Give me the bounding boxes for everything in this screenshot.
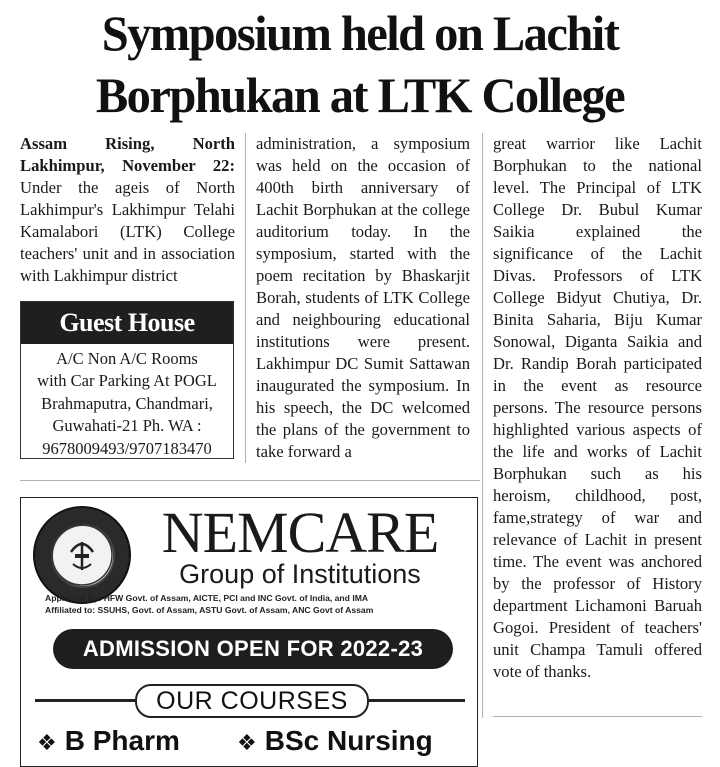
column-divider-1 [245,133,246,463]
guest-house-line: with Car Parking At POGL [37,371,217,391]
article-text-col3: great warrior like Lachit Borphukan to the national level. The Principal of LTK College Dr. Bubul Kumar Saikia explained the significance of the Lachit Divas. Professors of LTK College Bidyut Chutiya, Dr. Binita Saharia, Biju Kumar Sonowal, Diganta Saikia and Dr. Randip Borah participated in the event as resource persons. The resource persons highlighted various aspects of the life and works of Lachit Borphukan such as his heroism, childhood, post, fame,strategy of war and relevance of Lachit in present time. The event was anchored by the professor of History department Lichamoni Baruah Gogoi. President of teachers' unit Champa Tamuli offered vote of thanks. [493,134,702,681]
guest-house-title: Guest House [21,302,233,344]
article-column-1 [20,133,235,287]
headline-line-1: Symposium held on Lachit [101,5,619,61]
article-text-col1: Under the ageis of North Lakhimpur's Lakhimpur Telahi Kamalabori (LTK) College teachers' unit and in association with Lakhimpur district [20,178,235,285]
affiliated-to-line: Affiliated to: SSUHS, Govt. of Assam, ASTU Govt. of Assam, ANC Govt of Assam [45,605,374,615]
guest-house-line: Brahmaputra, Chandmari, [41,393,213,413]
guest-house-line: Guwahati-21 Ph. WA : [52,416,202,436]
guest-house-line: A/C Non A/C Rooms [56,349,198,368]
ad-divider [20,480,480,481]
guest-house-ad [20,301,234,459]
nemcare-logo-icon [33,506,131,604]
guest-house-line: 9678009493/9707183470 [42,438,212,458]
article-text-col2: administration, a symposium was held on the occasion of 400th birth anniversary of Lachit Borphukan at the college auditorium today. In the symposium, started with the poem recitation by Bhaskarjit Borah, students of LTK College and neighbouring educational institutions were present. Lakhimpur DC Sumit Sattawan inaugurated the symposium. In his speech, the DC welcomed the plans of the government to take forward a [256,134,470,461]
column-divider-2 [482,133,483,718]
diamond-bullet-icon: ❖ [37,730,57,755]
courses-heading-bar [35,684,465,716]
admission-banner: ADMISSION OPEN FOR 2022-23 [53,629,453,669]
article-end-rule [493,716,702,717]
nemcare-ad [20,497,478,767]
article-column-2 [256,133,470,463]
courses-heading: OUR COURSES [135,684,369,718]
course-label: B Pharm [64,725,180,756]
course-item [237,724,433,760]
nemcare-subtitle: Group of Institutions [179,559,421,589]
course-label: BSc Nursing [264,725,433,756]
approved-by-line: Approved By: HFW Govt. of Assam, AICTE, PCI and INC Govt. of India, and IMA [45,593,369,603]
headline [11,2,709,126]
diamond-bullet-icon: ❖ [237,730,257,755]
article-dateline: Assam Rising, North Lakhimpur, November 22: [20,134,235,175]
headline-line-2: Borphukan at LTK College [95,67,625,123]
nemcare-brand: NEMCARE [161,500,439,565]
course-item [37,724,180,760]
article-column-3 [493,133,702,683]
guest-house-body [21,344,233,460]
